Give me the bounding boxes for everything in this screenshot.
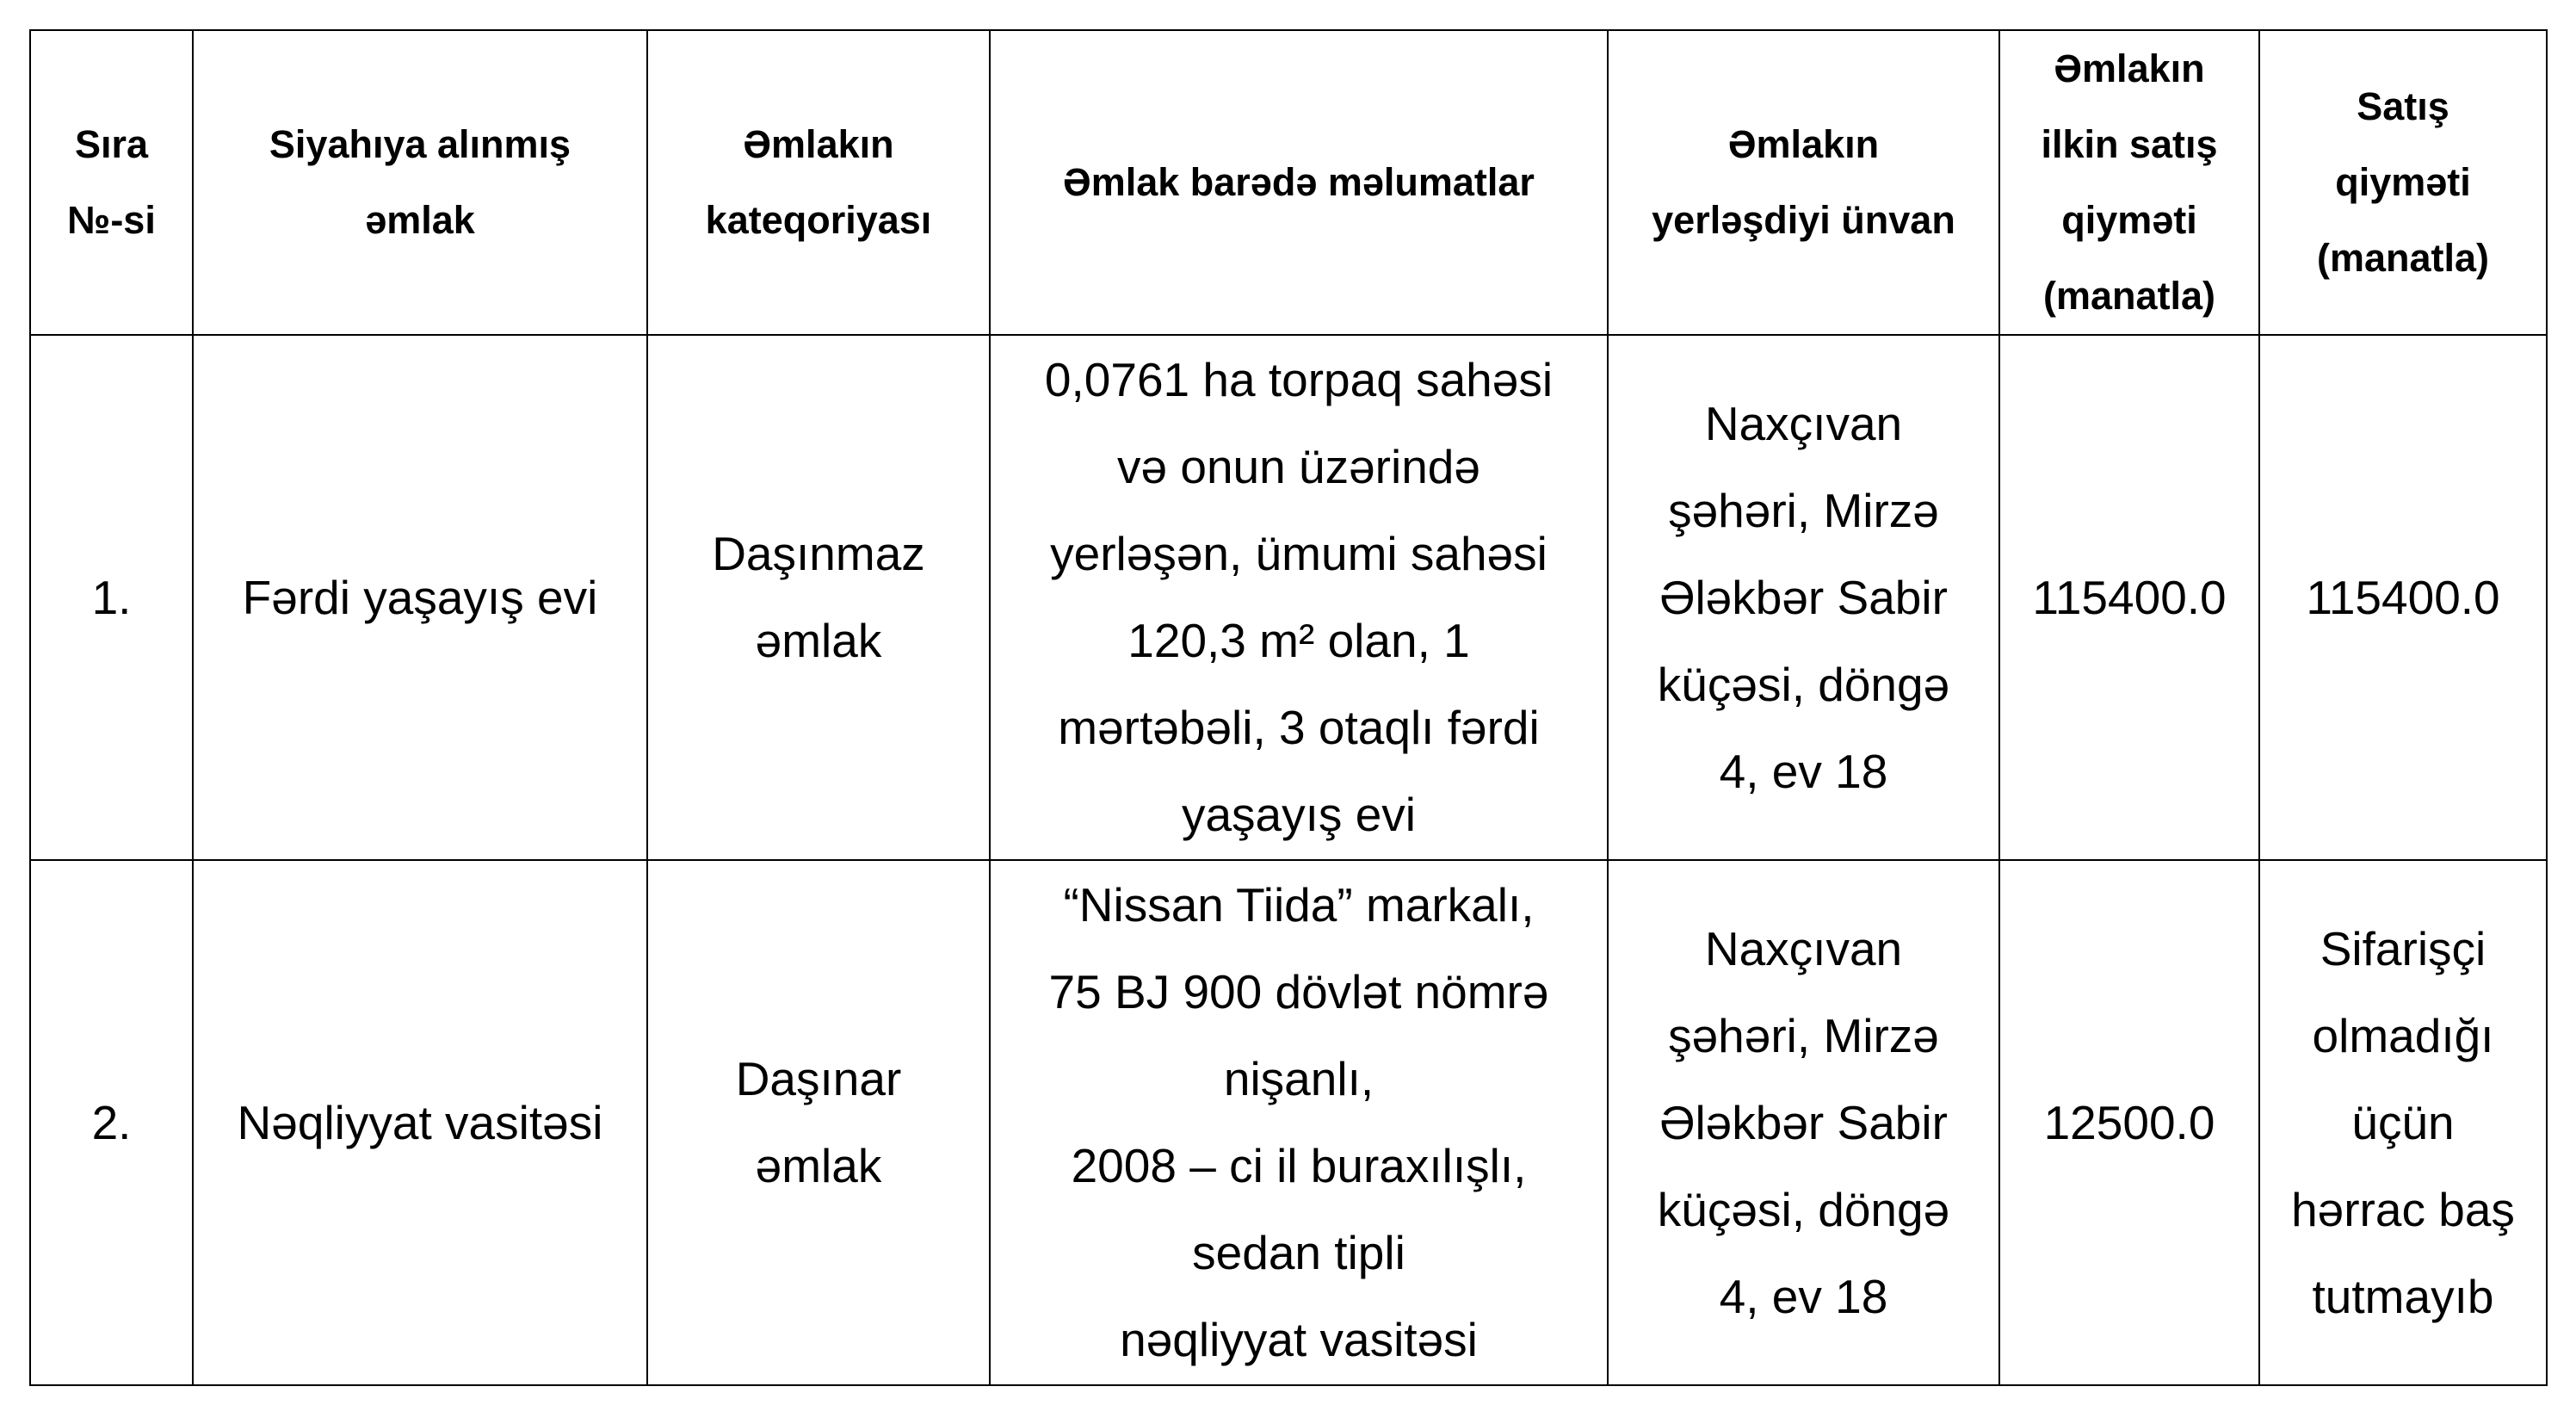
table-row <box>30 860 2547 1385</box>
header-number: Sıra №-si <box>30 30 193 335</box>
cell-sale-price: Sifarişçi olmadığı üçün hərrac baş tutmayıb <box>2259 860 2547 1385</box>
header-address: Əmlakın yerləşdiyi ünvan <box>1608 30 1999 335</box>
cell-address: Naxçıvan şəhəri, Mirzə Ələkbər Sabir küçəsi, döngə 4, ev 18 <box>1608 335 1999 860</box>
cell-item: Fərdi yaşayış evi <box>193 335 647 860</box>
cell-number: 2. <box>30 860 193 1385</box>
cell-address: Naxçıvan şəhəri, Mirzə Ələkbər Sabir küçəsi, döngə 4, ev 18 <box>1608 860 1999 1385</box>
cell-category: Daşınar əmlak <box>647 860 990 1385</box>
header-initial-price: Əmlakın ilkin satış qiyməti (manatla) <box>1999 30 2259 335</box>
cell-details: “Nissan Tiida” markalı, 75 BJ 900 dövlət nömrə nişanlı, 2008 – ci il buraxılışlı, sedan tipli nəqliyyat vasitəsi <box>990 860 1608 1385</box>
table-row <box>30 335 2547 860</box>
cell-sale-price: 115400.0 <box>2259 335 2547 860</box>
header-sale-price: Satış qiyməti (manatla) <box>2259 30 2547 335</box>
header-details: Əmlak barədə məlumatlar <box>990 30 1608 335</box>
cell-number: 1. <box>30 335 193 860</box>
cell-item: Nəqliyyat vasitəsi <box>193 860 647 1385</box>
cell-initial-price: 12500.0 <box>1999 860 2259 1385</box>
header-row <box>30 30 2547 335</box>
cell-initial-price: 115400.0 <box>1999 335 2259 860</box>
header-item: Siyahıya alınmış əmlak <box>193 30 647 335</box>
property-sale-table <box>29 29 2548 1386</box>
cell-category: Daşınmaz əmlak <box>647 335 990 860</box>
header-category: Əmlakın kateqoriyası <box>647 30 990 335</box>
cell-details: 0,0761 ha torpaq sahəsi və onun üzərində yerləşən, ümumi sahəsi 120,3 m² olan, 1 mərtəbəli, 3 otaqlı fərdi yaşayış evi <box>990 335 1608 860</box>
